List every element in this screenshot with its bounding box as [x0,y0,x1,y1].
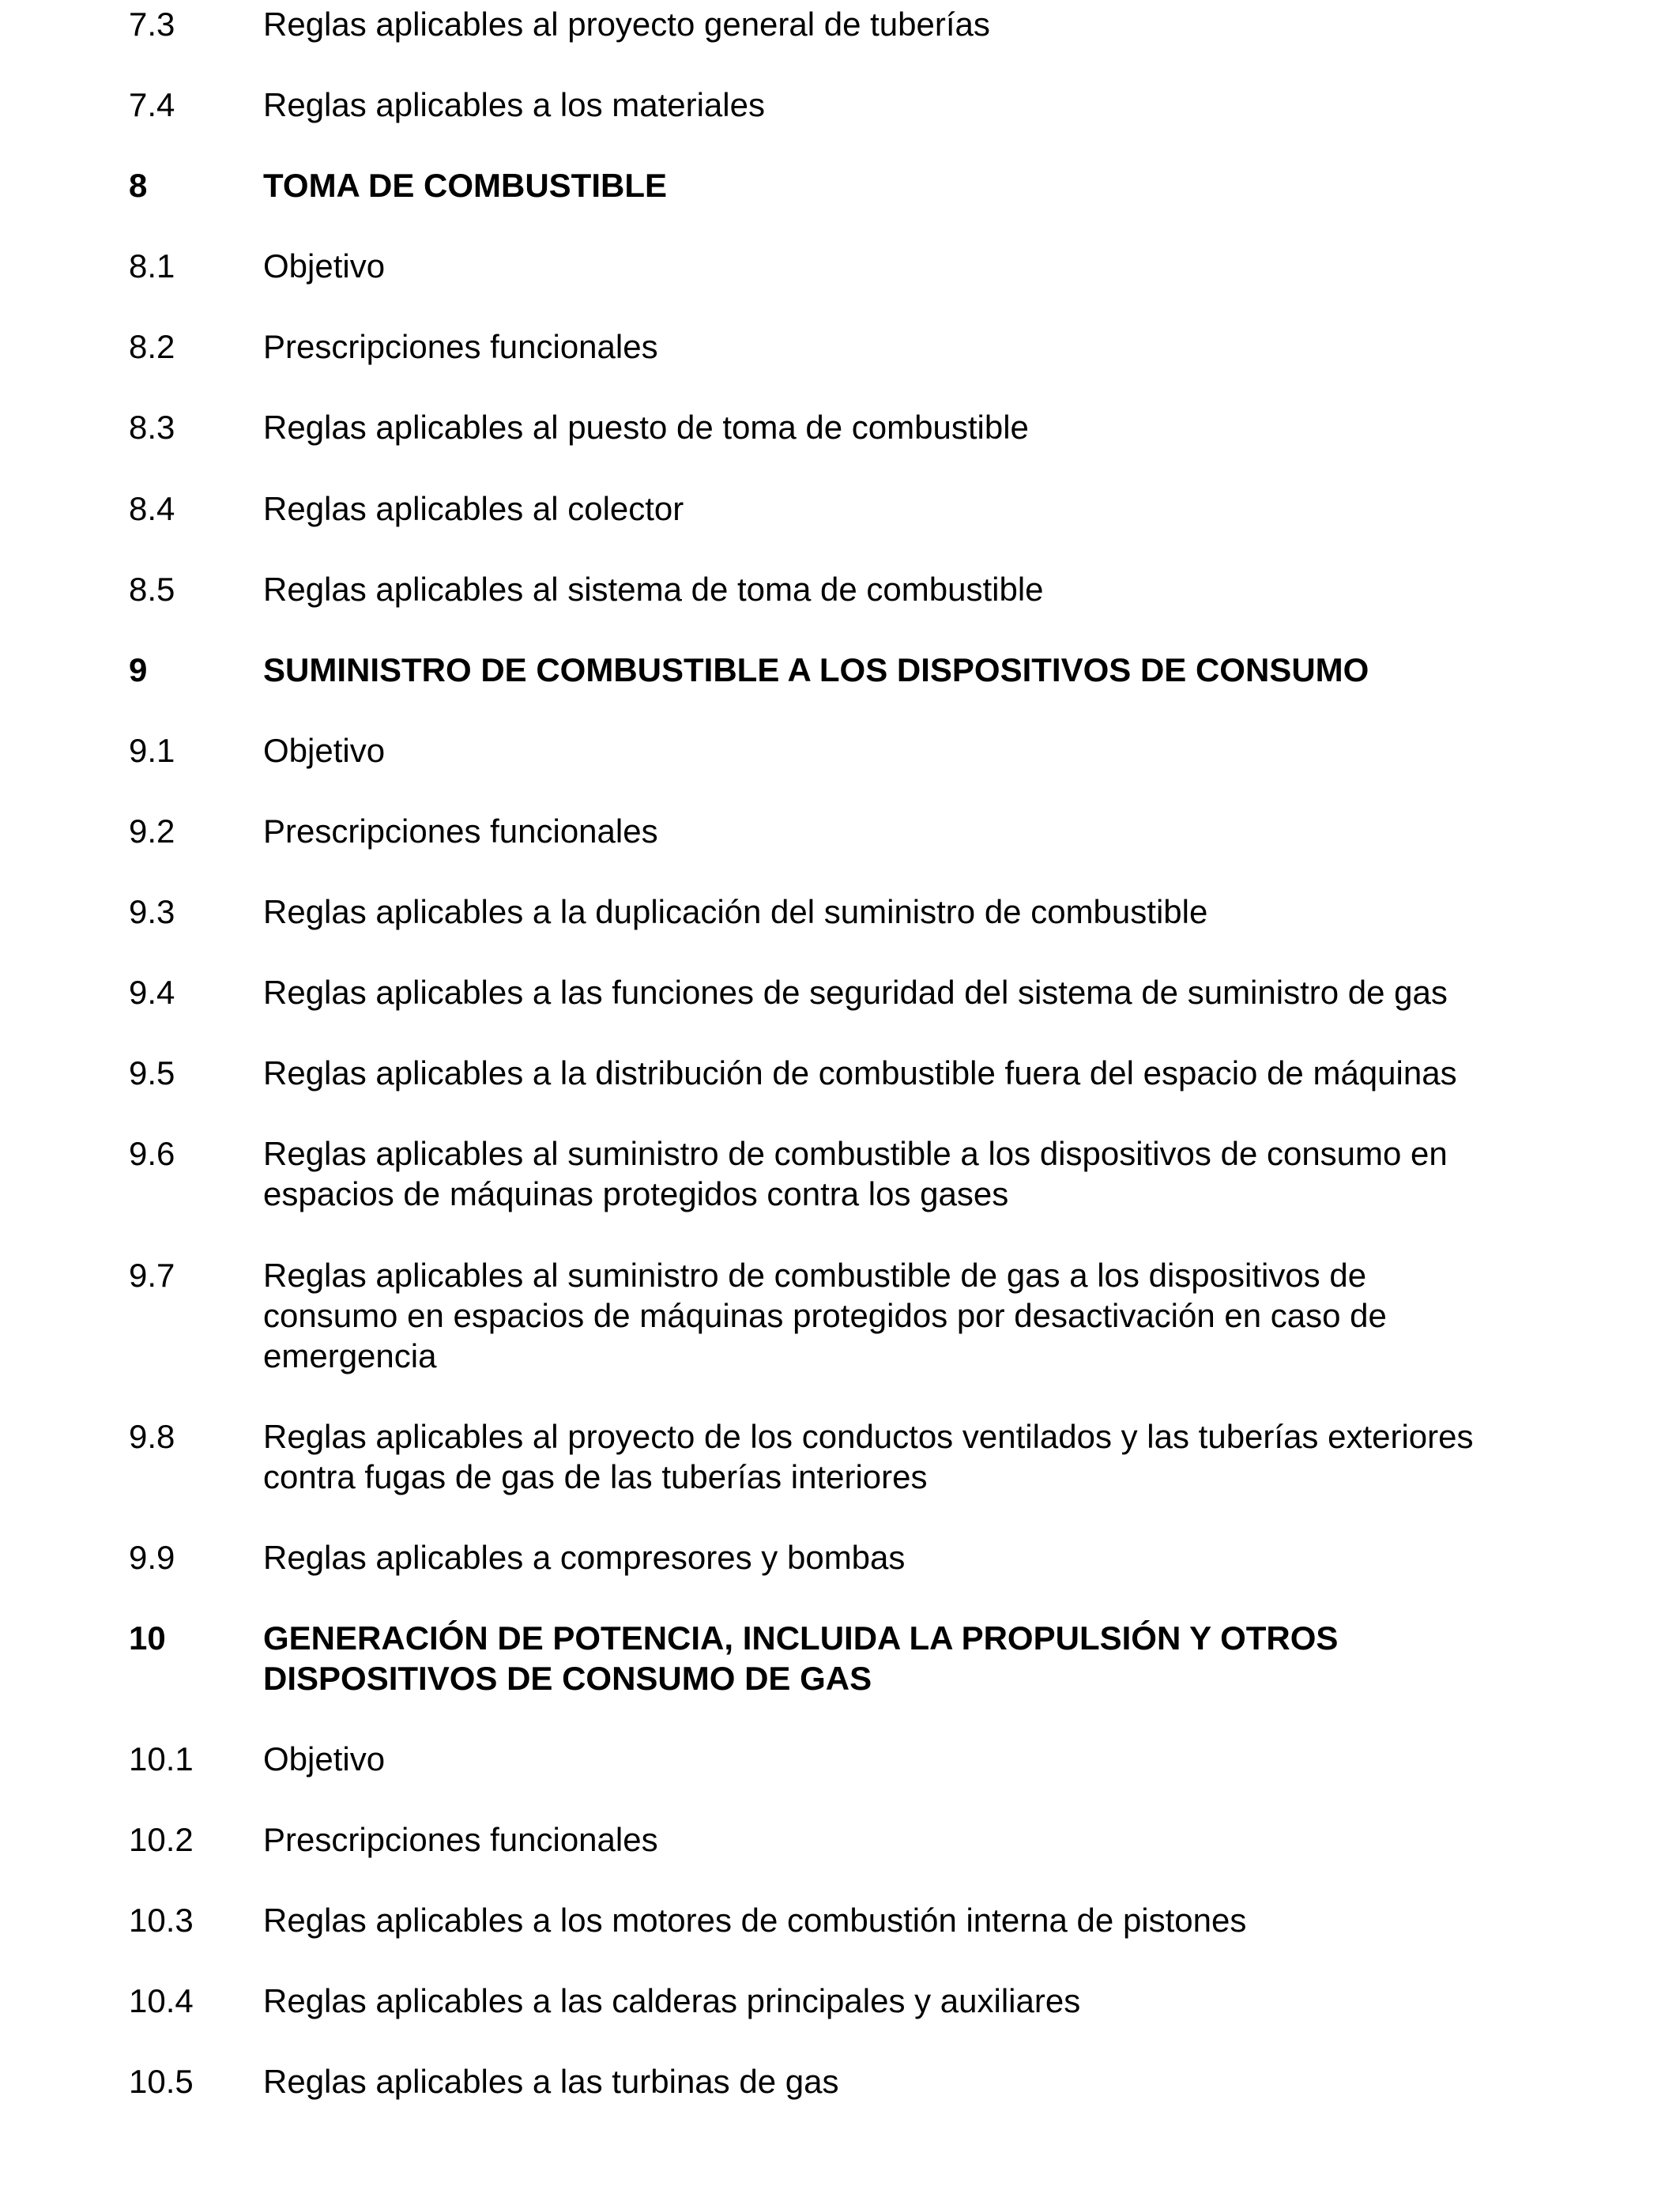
toc-entry-number: 10.5 [129,2063,194,2100]
toc-entry-number: 9.5 [129,1054,175,1091]
toc-entry-number: 9.9 [129,1539,175,1576]
toc-entry-title [263,1053,1567,1093]
toc-entry-title-line: Reglas aplicables a la distribución de combustible fuera del espacio de máquinas [263,1054,1457,1091]
toc-entry-title [263,730,1567,771]
toc-entry-number: 10.1 [129,1740,194,1777]
toc-entry-title-line: SUMINISTRO DE COMBUSTIBLE A LOS DISPOSITIVOS DE CONSUMO [263,651,1369,688]
toc-entry-title-line: emergencia [263,1337,437,1374]
toc-entry-title [263,892,1567,932]
toc-entry-title-line: Prescripciones funcionales [263,812,658,850]
toc-entry-title [263,165,1567,205]
toc-entry-title-line: Reglas aplicables a las funciones de seguridad del sistema de suministro de gas [263,974,1448,1011]
toc-entry-title [263,650,1567,690]
toc-entry-number: 8.5 [129,571,175,608]
toc-entry-title-line: Objetivo [263,247,386,285]
toc-entry-title [263,1739,1567,1779]
toc-entry-number: 9 [129,651,148,688]
toc-entry-title-line: Reglas aplicables al proyecto general de tuberías [263,6,990,43]
toc-entry-number: 9.7 [129,1257,175,1294]
toc-entry-number: 8 [129,167,148,204]
toc-entry-number: 10.3 [129,1902,194,1939]
toc-entry-title-line: DISPOSITIVOS DE CONSUMO DE GAS [263,1660,872,1697]
toc-entry-number: 7.4 [129,86,175,123]
toc-entry-title-line: Reglas aplicables a las calderas principales y auxiliares [263,1982,1081,2019]
toc-entry-title-line: Reglas aplicables al puesto de toma de combustible [263,409,1029,446]
toc-entry-number: 9.2 [129,812,175,850]
toc-entry-title-line: Reglas aplicables a los materiales [263,86,765,123]
toc-entry-number: 9.1 [129,732,175,769]
toc-entry-title [263,1133,1567,1214]
toc-entry-number: 10 [129,1619,166,1657]
toc-entry-title-line: Reglas aplicables al proyecto de los conductos ventilados y las tuberías exteriores [263,1418,1474,1455]
toc-entry-title [263,488,1567,529]
toc-entry-title [263,972,1567,1012]
toc-entry-title [263,326,1567,367]
toc-entry-title-line: consumo en espacios de máquinas protegidos por desactivación en caso de [263,1297,1387,1334]
toc-entry-title-line: TOMA DE COMBUSTIBLE [263,167,667,204]
toc-entry-title [263,1900,1567,1940]
toc-entry-number: 8.4 [129,490,175,527]
toc-entry-number: 8.1 [129,247,175,285]
toc-entry-title-line: Reglas aplicables a la duplicación del suministro de combustible [263,893,1208,930]
toc-entry-number: 10.4 [129,1982,194,2019]
toc-entry-title-line: GENERACIÓN DE POTENCIA, INCLUIDA LA PROPULSIÓN Y OTROS [263,1619,1339,1657]
toc-entry-title-line: Reglas aplicables a compresores y bombas [263,1539,906,1576]
toc-entry-number: 7.3 [129,6,175,43]
toc-entry-title-line: Reglas aplicables al suministro de combustible de gas a los dispositivos de [263,1257,1367,1294]
toc-entry-title [263,246,1567,286]
toc-entry-title-line: Reglas aplicables a las turbinas de gas [263,2063,839,2100]
toc-entry-title [263,1981,1567,2021]
toc-entry-title-line: Reglas aplicables al sistema de toma de combustible [263,571,1044,608]
toc-entry-number: 9.4 [129,974,175,1011]
toc-entry-title [263,4,1567,44]
toc-entry-number: 9.8 [129,1418,175,1455]
toc-entry-number: 9.6 [129,1135,175,1172]
toc-entry-number: 8.3 [129,409,175,446]
toc-entry-title-line: Objetivo [263,1740,386,1777]
toc-entry-title [263,1537,1567,1578]
toc-entry-title-line: Reglas aplicables al suministro de combustible a los dispositivos de consumo en [263,1135,1448,1172]
toc-entry-title-line: espacios de máquinas protegidos contra los gases [263,1175,1009,1212]
toc-entry-number: 10.2 [129,1821,194,1858]
toc-entry-title-line: contra fugas de gas de las tuberías interiores [263,1458,928,1495]
toc-entry-title-line: Reglas aplicables a los motores de combustión interna de pistones [263,1902,1247,1939]
toc-entry-number: 8.2 [129,328,175,365]
toc-entry-title [263,1819,1567,1860]
toc-entry-number: 9.3 [129,893,175,930]
toc-entry-title [263,85,1567,125]
toc-entry-title [263,811,1567,851]
toc-entry-title-line: Objetivo [263,732,386,769]
toc-entry-title [263,1618,1567,1698]
toc-entry-title [263,1416,1567,1497]
toc-entry-title [263,2061,1567,2102]
toc-entry-title-line: Reglas aplicables al colector [263,490,684,527]
toc-entry-title-line: Prescripciones funcionales [263,1821,658,1858]
toc-entry-title [263,407,1567,447]
toc-entry-title [263,1255,1567,1376]
toc-entry-title [263,569,1567,609]
toc-entry-title-line: Prescripciones funcionales [263,328,658,365]
